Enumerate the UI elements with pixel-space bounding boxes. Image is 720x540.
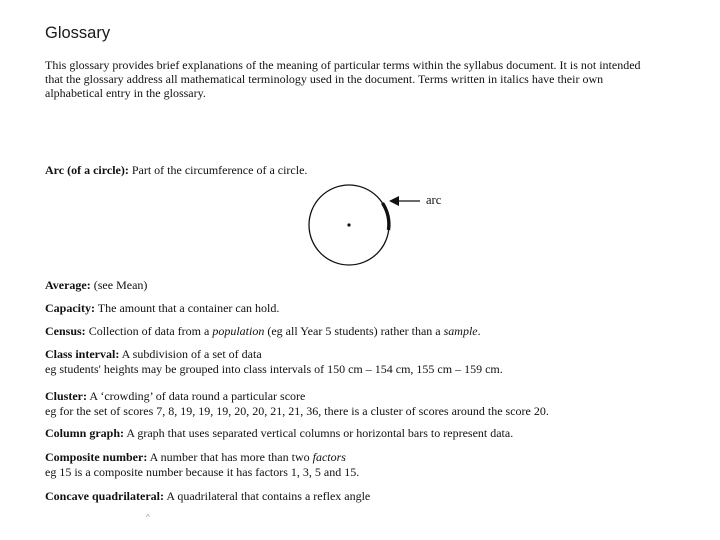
entry-arc xyxy=(45,163,307,178)
italic-term-sample: sample xyxy=(443,324,478,338)
definition-average: (see Mean) xyxy=(90,278,148,292)
term-cluster: Cluster: xyxy=(45,389,87,403)
definition-concave-quadrilateral: A quadrilateral that contains a reflex angle xyxy=(164,489,371,503)
term-class-interval: Class interval: xyxy=(45,347,120,361)
term-column-graph: Column graph: xyxy=(45,426,125,440)
definition-capacity: The amount that a container can hold. xyxy=(95,301,280,315)
arc-label: arc xyxy=(426,193,442,207)
entry-census xyxy=(45,324,481,339)
definition-cluster: A ‘crowding’ of data round a particular score xyxy=(87,389,306,403)
glossary-intro: This glossary provides brief explanations of the meaning of particular terms within the syllabus document. It is not intended that the glossary address all mathematical terminology used in the document. Terms written in italics have their own alphabetical entry in the glossary. xyxy=(45,58,641,100)
entry-concave-quadrilateral xyxy=(45,489,370,504)
definition-class-interval: A subdivision of a set of data xyxy=(119,347,262,361)
cluster-line xyxy=(45,389,549,404)
definition-composite-number: A number that has more than two xyxy=(147,450,313,464)
arc-highlight xyxy=(383,203,389,230)
italic-term-population: population xyxy=(212,324,265,338)
example-class-interval: eg students' heights may be grouped into class intervals of 150 cm – 154 cm, 155 cm – 159 cm. xyxy=(45,361,503,376)
term-census: Census: xyxy=(45,324,86,338)
example-composite-number: eg 15 is a composite number because it has factors 1, 3, 5 and 15. xyxy=(45,464,360,479)
term-average: Average: xyxy=(45,278,91,292)
arc-diagram xyxy=(300,182,460,274)
entry-average xyxy=(45,278,147,293)
circle-center-dot xyxy=(347,223,350,226)
term-arc: Arc (of a circle): xyxy=(45,163,129,177)
definition-column-graph: A graph that uses separated vertical columns or horizontal bars to represent data. xyxy=(124,426,514,440)
entry-class-interval xyxy=(45,347,503,376)
entry-composite-number xyxy=(45,450,359,479)
term-concave-quadrilateral: Concave quadrilateral: xyxy=(45,489,164,503)
definition-census-part-a: Collection of data from a xyxy=(85,324,213,338)
composite-number-line xyxy=(45,450,359,465)
definition-arc: Part of the circumference of a circle. xyxy=(128,163,308,177)
entry-column-graph xyxy=(45,426,513,441)
example-cluster: eg for the set of scores 7, 8, 19, 19, 19, 20, 20, 21, 21, 36, there is a cluster of scores around the score 20. xyxy=(45,403,549,418)
italic-term-factors: factors xyxy=(312,450,346,464)
definition-census-part-c: . xyxy=(477,324,481,338)
entry-cluster xyxy=(45,389,549,418)
class-interval-line xyxy=(45,347,503,362)
definition-census-part-b: (eg all Year 5 students) rather than a xyxy=(264,324,444,338)
page-title: Glossary xyxy=(45,24,111,42)
arrow-head-icon xyxy=(389,196,399,206)
term-capacity: Capacity: xyxy=(45,301,95,315)
term-composite-number: Composite number: xyxy=(45,450,148,464)
entry-capacity xyxy=(45,301,279,316)
page-mark: ^ xyxy=(146,513,150,522)
